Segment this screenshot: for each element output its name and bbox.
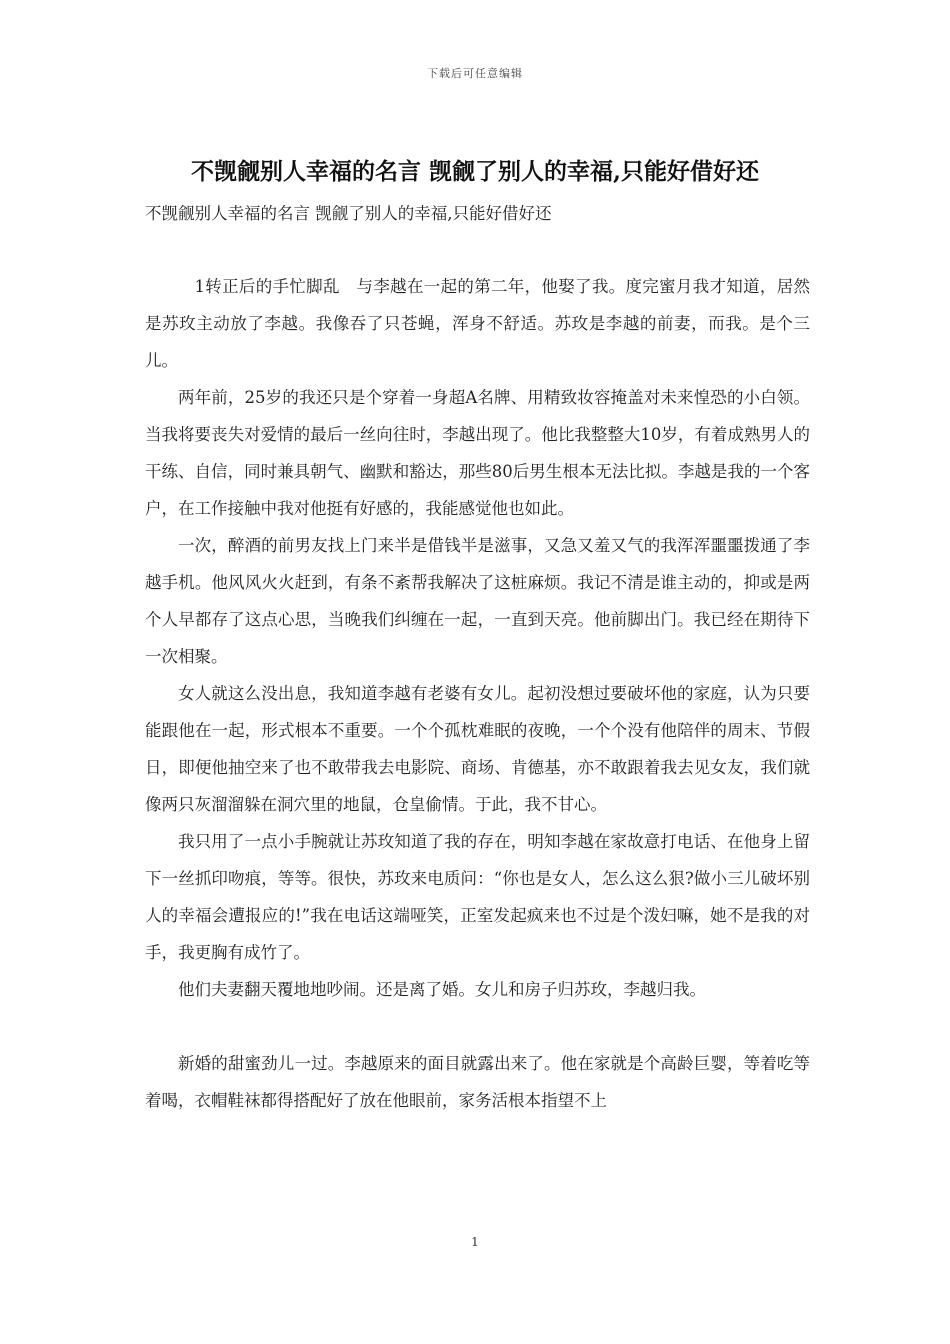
page-number: 1 [471, 1235, 479, 1249]
page-header: 下载后可任意编辑 [427, 67, 523, 80]
paragraph: 女人就这么没出息，我知道李越有老婆有女儿。起初没想过要破坏他的家庭，认为只要能跟他在一起，形式根本不重要。一个个孤枕难眠的夜晚，一个个没有他陪伴的周末、节假日，即便他抽空来了也不敢带我去电影院、商场、肯德基，亦不敢跟着我去见女友，我们就像两只灰溜溜躲在洞穴里的地鼠，仓皇偷情。于此，我不甘心。 [145, 684, 810, 814]
paragraph: 我只用了一点小手腕就让苏玫知道了我的存在，明知李越在家故意打电话、在他身上留下一丝抓印吻痕，等等。很快，苏玫来电质问：“你也是女人，怎么这么狠?做小三儿破坏别人的幸福会遭报应的!”我在电话这端哑笑，正室发起疯来也不过是个泼妇嘛，她不是我的对手，我更胸有成竹了。 [145, 832, 810, 962]
paragraph: 一次，醉酒的前男友找上门来半是借钱半是滋事，又急又羞又气的我浑浑噩噩拨通了李越手机。他风风火火赶到，有条不紊帮我解决了这桩麻烦。我记不清是谁主动的，抑或是两个人早都存了这点心思，当晚我们纠缠在一起，一直到天亮。他前脚出门。我已经在期待下一次相聚。 [145, 536, 810, 666]
paragraph: 新婚的甜蜜劲儿一过。李越原来的面目就露出来了。他在家就是个高龄巨婴，等着吃等着喝，衣帽鞋袜都得搭配好了放在他眼前，家务活根本指望不上 [145, 1054, 810, 1110]
document-subtitle: 不觊觎别人幸福的名言 觊觎了别人的幸福,只能好借好还 [145, 204, 552, 223]
document-body [145, 268, 810, 1119]
paragraph: 两年前，25岁的我还只是个穿着一身超A名牌、用精致妆容掩盖对未来惶恐的小白领。当我将要丧失对爱情的最后一丝向往时，李越出现了。他比我整整大10岁，有着成熟男人的干练、自信，同时兼具朝气、幽默和豁达，那些80后男生根本无法比拟。李越是我的一个客户，在工作接触中我对他挺有好感的，我能感觉他也如此。 [145, 388, 810, 518]
paragraph: 1转正后的手忙脚乱 与李越在一起的第二年，他娶了我。度完蜜月我才知道，居然是苏玫主动放了李越。我像吞了只苍蝇，浑身不舒适。苏玫是李越的前妻，而我。是个三儿。 [145, 277, 810, 370]
paragraph: 他们夫妻翻天覆地地吵闹。还是离了婚。女儿和房子归苏玫，李越归我。 [178, 980, 706, 999]
document-title: 不觊觎别人幸福的名言 觊觎了别人的幸福,只能好借好还 [190, 158, 759, 185]
